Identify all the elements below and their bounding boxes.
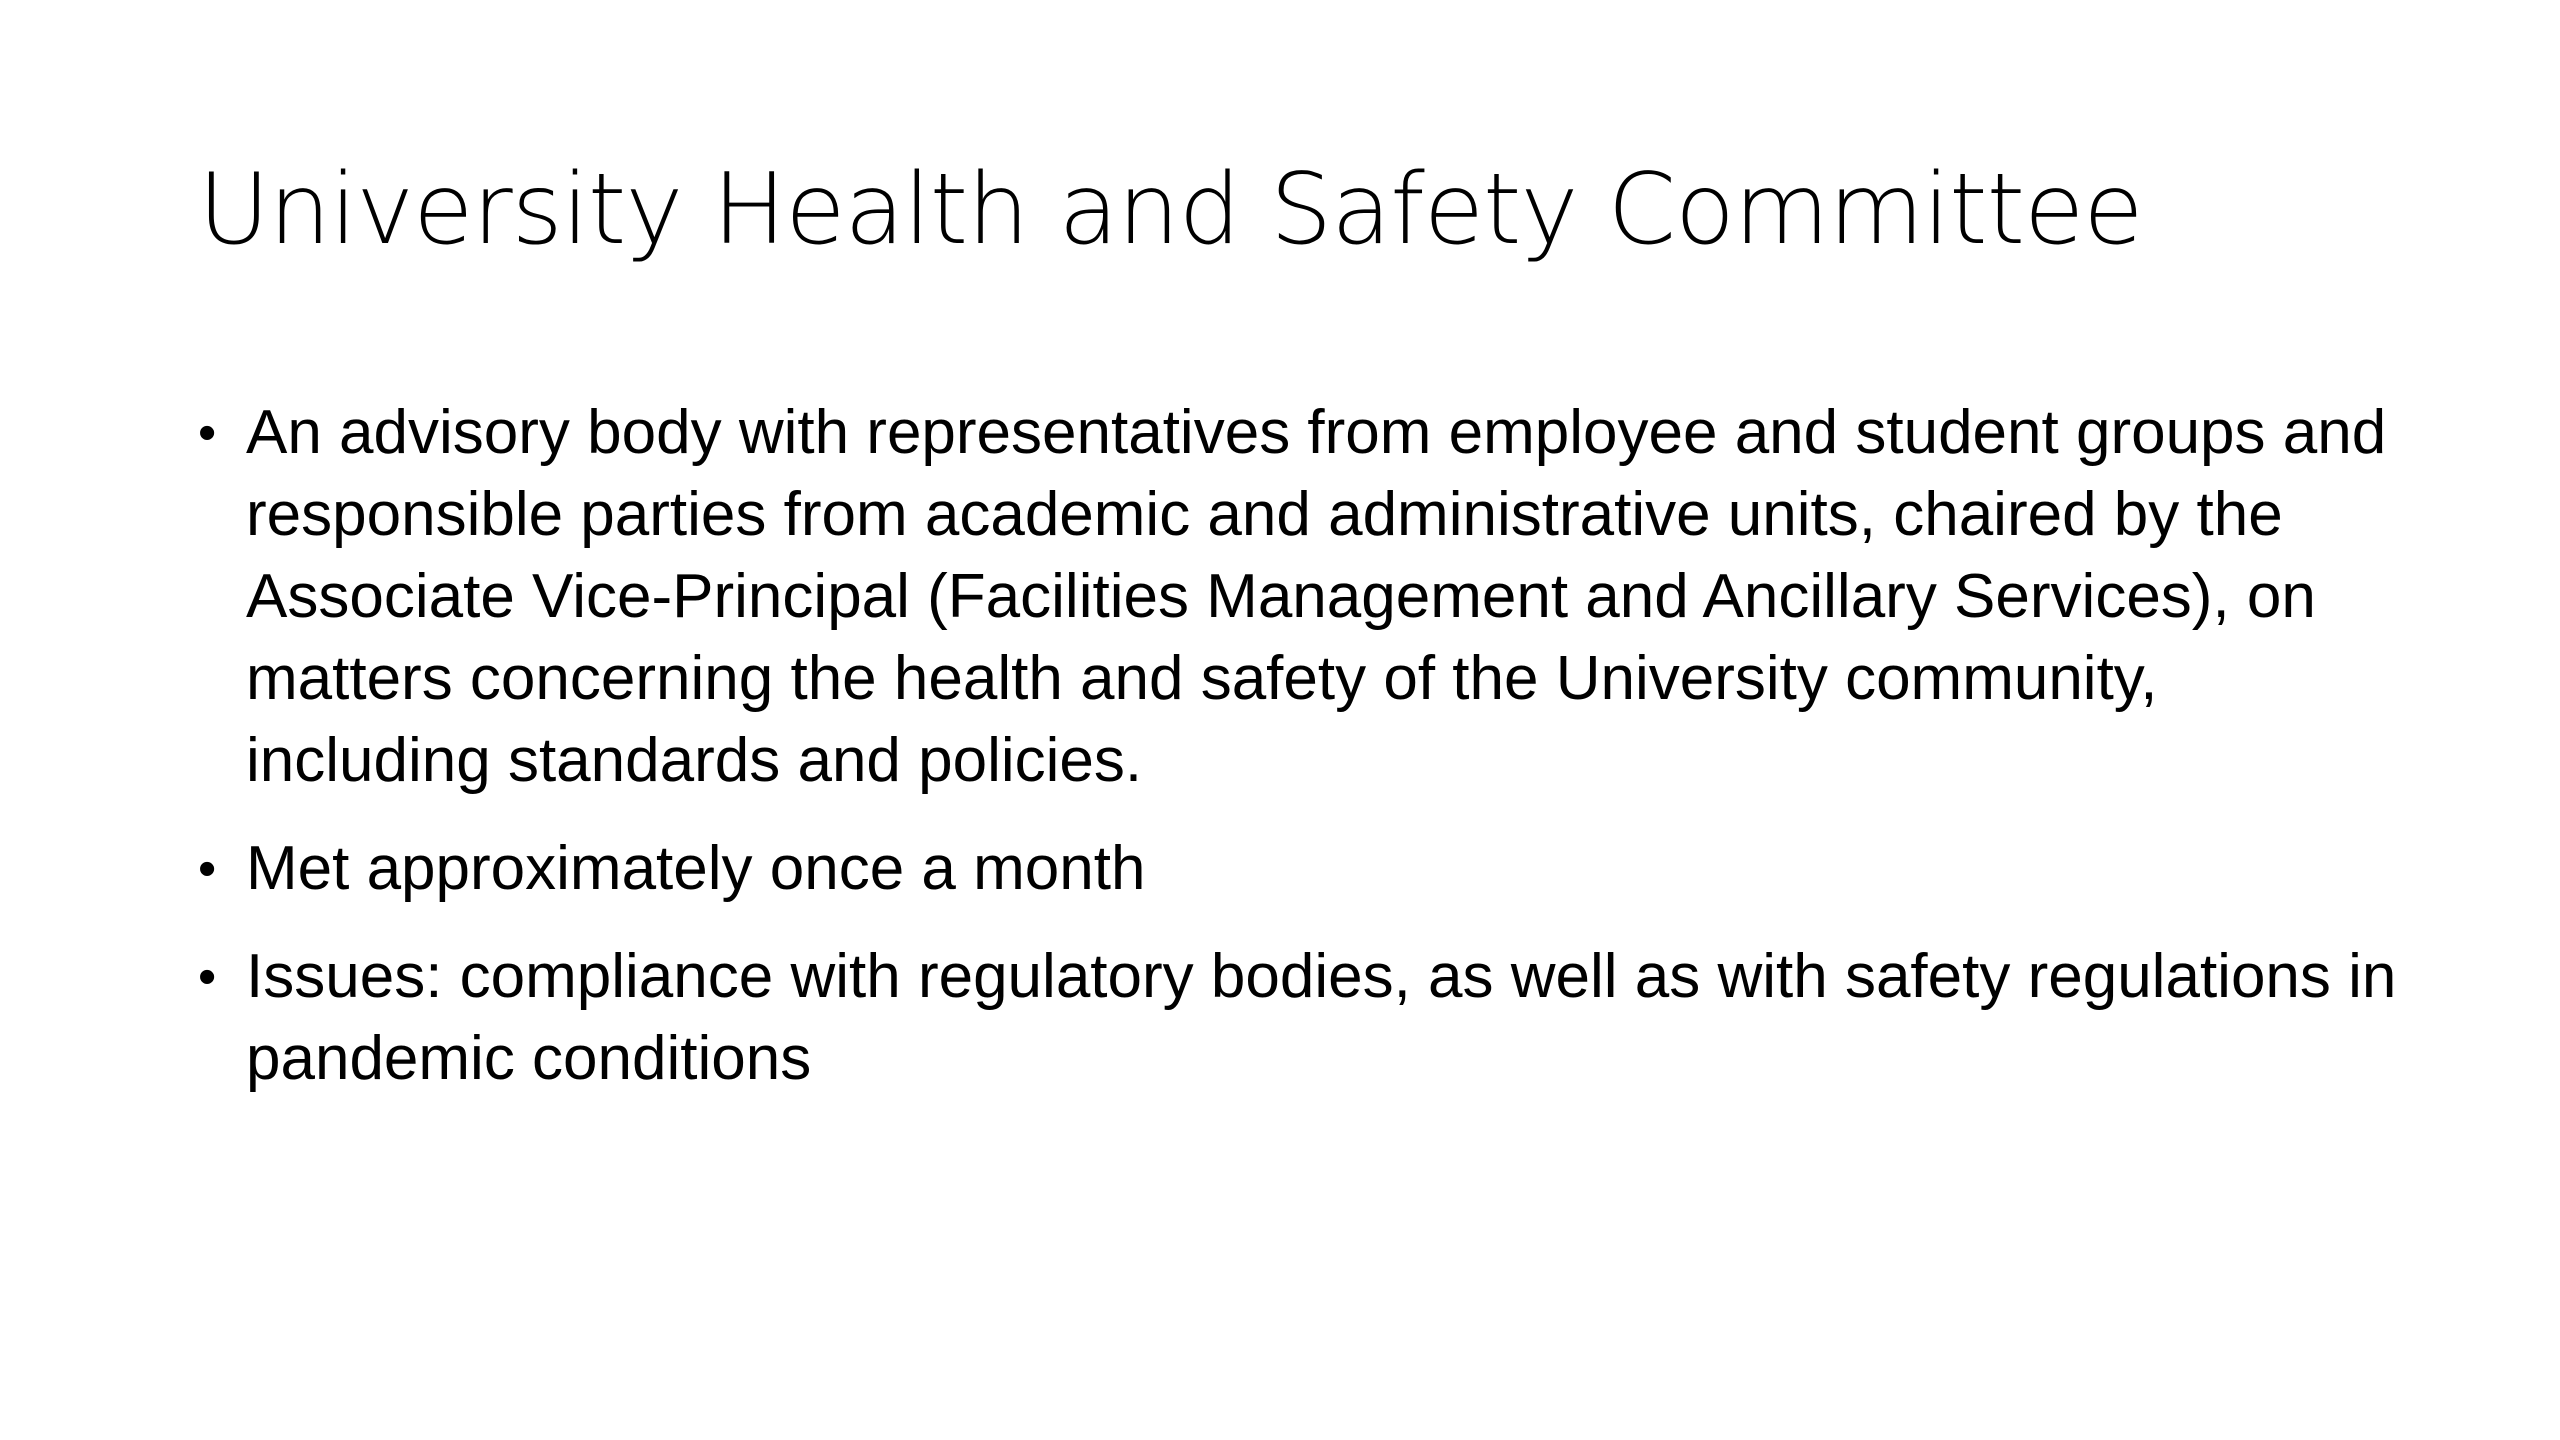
bullet-text: An advisory body with representatives from employee and student groups and responsible parties from academic and administrative units, chaired by the Associate Vice-Principal (Facilities Management and Ancillary Services), on matters concerning the health and safety of the University community, including standards and policies. [246,398,2387,795]
bullet-marker: • [198,404,217,462]
bullet-text: Issues: compliance with regulatory bodies, as well as with safety regulations in pandemic conditions [246,942,2397,1093]
bullet-item-advisory-body [198,392,2398,802]
bullet-list [198,392,2398,1126]
bullet-marker: • [198,948,217,1006]
bullet-marker: • [198,840,217,898]
bullet-item-meeting-frequency [198,828,2398,910]
bullet-item-issues [198,936,2398,1100]
bullet-text: Met approximately once a month [246,834,1146,903]
slide-title: University Health and Safety Committee [198,153,2143,267]
